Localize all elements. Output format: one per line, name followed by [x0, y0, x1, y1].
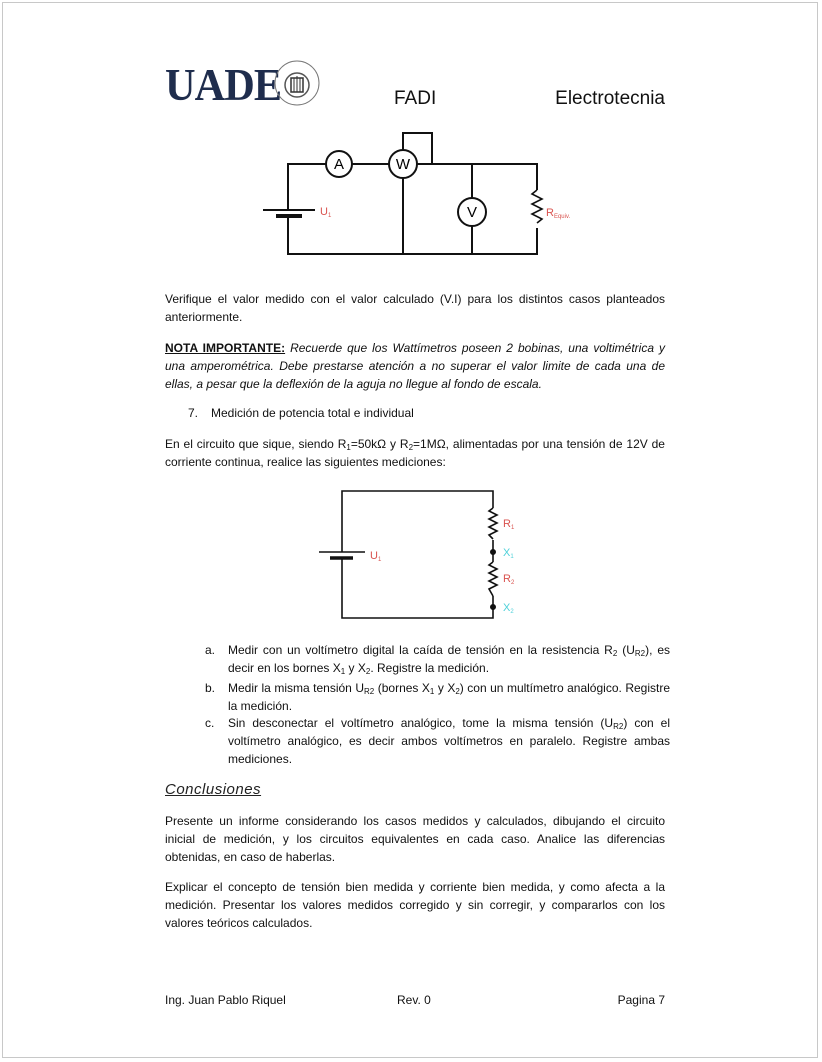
- circuit2-wires: [342, 491, 493, 618]
- r2-label: R2: [503, 573, 515, 586]
- ammeter-label: A: [333, 156, 345, 173]
- uade-logo: UADE: [165, 59, 282, 110]
- text-run: . Registre la medición.: [370, 661, 490, 675]
- list-marker: a.: [205, 643, 216, 657]
- text-run: Verifique el valor medido con el valor calculado (V.I) para los distintos casos planteados anteriormente.: [165, 292, 665, 324]
- list-marker: c.: [205, 716, 215, 730]
- note-body: Recuerde que los Wattímetros poseen 2 bobinas, una voltimétrica y una amperométrica. Debe prestarse atención a no superar el valor limite de cada una de ellas, a pesar que la deflexión de la aguja no llegue al fondo de escala.: [165, 341, 665, 391]
- conclusions-paragraph-2: [165, 878, 665, 932]
- text-run: En el circuito que sique, siendo R: [165, 437, 347, 451]
- faculty-label: FADI: [394, 88, 437, 109]
- text-run: Medir con un voltímetro digital la caída de tensión en la resistencia R: [228, 643, 613, 657]
- text-run: ), es decir en los bornes X: [228, 643, 671, 675]
- text-run: (U: [617, 643, 635, 657]
- text-run: ) con el voltímetro analógico, es decir ambos voltímetros en paralelo. Registre ambas mediciones.: [228, 716, 670, 766]
- x1-label: X1: [503, 547, 514, 560]
- subscript: 2: [408, 443, 414, 452]
- text-run: Medir la misma tensión U: [228, 681, 364, 695]
- x2-label: X2: [503, 602, 514, 615]
- text-run: Presente un informe considerando los casos medidos y calculados, dibujando el circuito inicial de medición, y los circuitos equivalentes en cada caso. Analice las diferencias obtenidas, en caso de haberlas.: [165, 814, 665, 864]
- paragraph-verify: [165, 290, 665, 326]
- conclusions-paragraph-1: [165, 812, 665, 866]
- subscript: 2: [455, 687, 460, 696]
- text-run: (bornes X: [374, 681, 430, 695]
- list-text: [228, 641, 670, 677]
- text-run: y X: [345, 661, 366, 675]
- paragraph-circuit-description: [165, 435, 665, 471]
- text-run: ) con un multímetro analógico. Registre la medición.: [228, 681, 671, 713]
- resistor-equiv: [532, 190, 542, 223]
- footer-author: Ing. Juan Pablo Riquel: [165, 993, 286, 1007]
- subscript: R2: [364, 687, 375, 696]
- r1-label: R1: [503, 518, 515, 531]
- wattmeter-label: W: [395, 156, 411, 173]
- section-title: Medición de potencia total e individual: [211, 406, 414, 420]
- resistor-r1: [489, 508, 497, 539]
- text-run: Sin desconectar el voltímetro analógico, tome la misma tensión (U: [228, 716, 614, 730]
- subscript: R2: [613, 722, 624, 731]
- subscript: 2: [612, 649, 618, 658]
- footer-page-number: Pagina 7: [617, 993, 665, 1007]
- source-label: U1: [320, 206, 332, 219]
- subscript: 1: [429, 687, 435, 696]
- text-run: =50kΩ y R: [350, 437, 409, 451]
- text-run: Explicar el concepto de tensión bien medida y corriente bien medida, y como afecta a la medición. Presentar los valores medidos corregido y sin corregir, y compararlos con los valores teóricos calculados.: [165, 880, 665, 930]
- section-number: 7.: [188, 406, 199, 420]
- text-run: y X: [434, 681, 456, 695]
- conclusions-heading: Conclusiones: [165, 781, 262, 798]
- note-label: NOTA IMPORTANTE:: [165, 341, 286, 355]
- important-note: [165, 339, 665, 393]
- terminal-x2-dot: [491, 605, 495, 609]
- series-resistor-circuit-diagram: [0, 470, 822, 630]
- footer-revision: Rev. 0: [397, 993, 431, 1007]
- voltmeter-label: V: [466, 204, 478, 221]
- resistor-r2: [489, 562, 497, 596]
- list-marker: b.: [205, 681, 216, 695]
- text-run: =1MΩ, alimentadas por una tensión de 12V de corriente continua, realice las siguientes mediciones:: [165, 437, 665, 469]
- subscript: 2: [365, 667, 371, 676]
- subscript: R2: [634, 649, 646, 658]
- resistor-equiv-label: REquiv.: [546, 207, 571, 220]
- subscript: 1: [346, 443, 351, 452]
- list-text: [228, 714, 670, 768]
- source-label: U1: [370, 550, 382, 563]
- subscript: 1: [340, 667, 346, 676]
- terminal-x1-dot: [491, 550, 495, 554]
- wattmeter-circuit-diagram: [0, 0, 822, 300]
- course-title: Electrotecnia: [555, 88, 665, 109]
- list-text: [228, 679, 670, 715]
